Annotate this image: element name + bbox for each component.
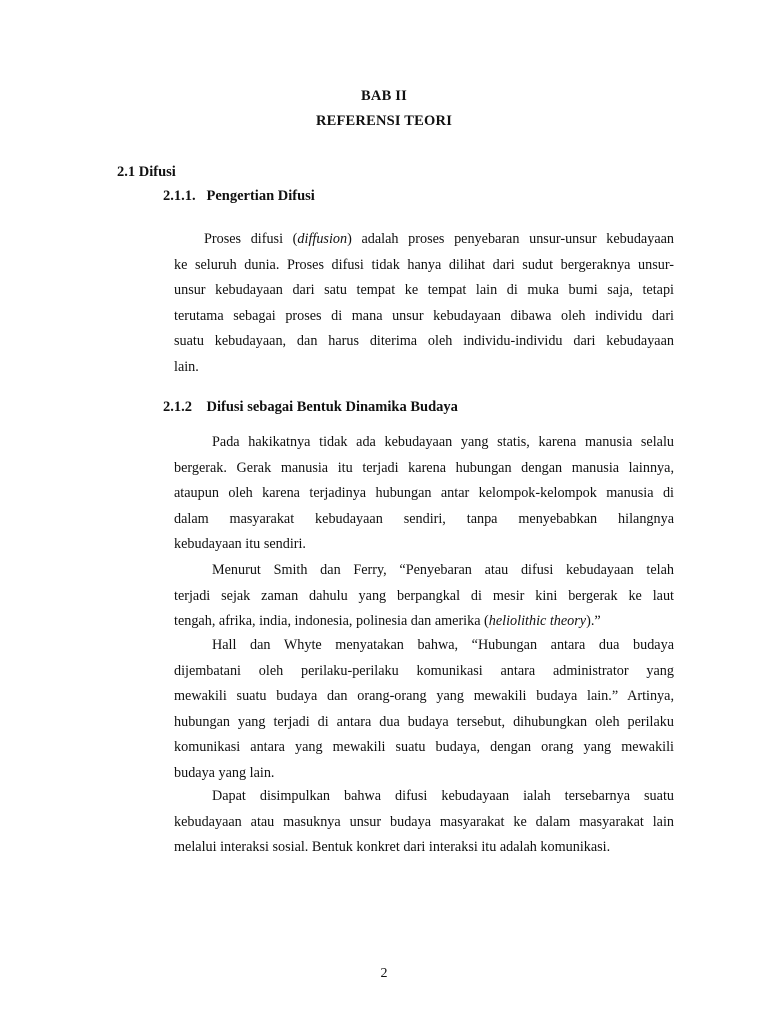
paragraph-line: terjadi sejak zaman dahulu yang berpangkal di mesir kini bergerak ke laut [174, 587, 674, 604]
paragraph-line: terutama sebagai proses di mana unsur kebudayaan dibawa oleh individu dari [174, 307, 674, 324]
paragraph-line: budaya yang lain. [174, 764, 275, 781]
subsection-heading-2-1-2: 2.1.2 Difusi sebagai Bentuk Dinamika Budaya [163, 399, 458, 415]
paragraph-hall-whyte [174, 633, 674, 787]
paragraph-line: unsur kebudayaan dari satu tempat ke tempat lain di muka bumi saja, tetapi [174, 282, 674, 299]
paragraph-line: Menurut Smith dan Ferry, “Penyebaran atau difusi kebudayaan telah [212, 562, 674, 578]
paragraph-line: mewakili suatu budaya dan orang-orang yang mewakili budaya lain.” Artinya, [174, 688, 674, 705]
paragraph-line: kebudayaan itu sendiri. [174, 536, 306, 553]
paragraph-line: melalui interaksi sosial. Bentuk konkret dari interaksi itu adalah komunikasi. [174, 839, 611, 856]
page-number: 2 [380, 966, 388, 981]
subsection-heading-2-1-1: 2.1.1. Pengertian Difusi [163, 188, 315, 204]
paragraph-line: bergerak. Gerak manusia itu terjadi karena hubungan dengan manusia lainnya, [174, 459, 674, 476]
paragraph-hakikat-kebudayaan [174, 430, 674, 558]
paragraph-line: Dapat disimpulkan bahwa difusi kebudayaan ialah tersebarnya suatu [212, 788, 674, 804]
paragraph-line: hubungan yang terjadi di antara dua budaya tersebut, dihubungkan oleh perilaku [174, 713, 674, 730]
paragraph-line: dijembatani oleh perilaku-perilaku komunikasi antara administrator yang [174, 662, 674, 679]
section-heading-2-1: 2.1 Difusi [117, 164, 176, 180]
paragraph-line: kebudayaan atau masuknya unsur budaya masyarakat ke dalam masyarakat lain [174, 813, 674, 830]
paragraph-line: komunikasi antara yang mewakili suatu budaya, dengan orang yang mewakili [174, 739, 674, 756]
paragraph-line: Pada hakikatnya tidak ada kebudayaan yang statis, karena manusia selalu [212, 434, 674, 450]
paragraph-line: tengah, afrika, india, indonesia, polinesia dan amerika (heliolithic theory).” [174, 613, 601, 630]
chapter-title: REFERENSI TEORI [315, 113, 453, 129]
paragraph-line: suatu kebudayaan, dan harus diterima oleh individu-individu dari kebudayaan [174, 333, 674, 350]
term-heliolithic-theory: heliolithic theory [488, 613, 587, 630]
paragraph-line: Proses difusi (diffusion) adalah proses penyebaran unsur-unsur kebudayaan [204, 231, 675, 247]
paragraph-line: ke seluruh dunia. Proses difusi tidak hanya dilihat dari sudut bergeraknya unsur- [174, 256, 674, 273]
term-diffusion: diffusion [297, 231, 348, 247]
chapter-number: BAB II [361, 88, 407, 104]
paragraph-pengertian-difusi [174, 227, 674, 381]
paragraph-line: lain. [174, 358, 199, 375]
paragraph-line: ataupun oleh karena terjadinya hubungan antar kelompok-kelompok manusia di [174, 485, 674, 502]
paragraph-line: dalam masyarakat kebudayaan sendiri, tanpa menyebabkan hilangnya [174, 510, 674, 527]
paragraph-line: Hall dan Whyte menyatakan bahwa, “Hubungan antara dua budaya [212, 637, 674, 653]
paragraph-smith-ferry [174, 558, 674, 635]
paragraph-kesimpulan [174, 784, 674, 861]
